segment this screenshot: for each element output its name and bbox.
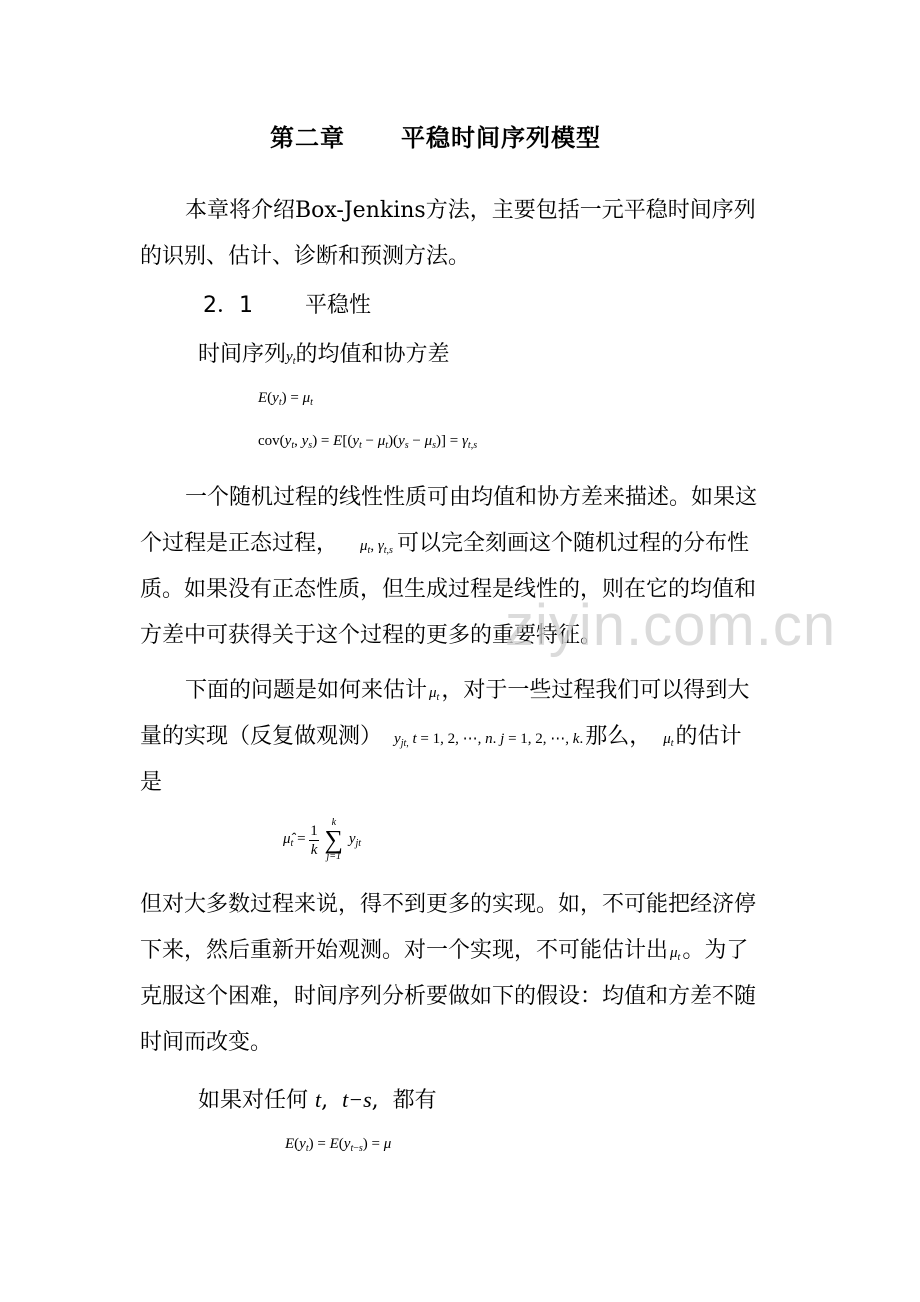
equation-covariance: $cov(y_t$, $y_s) = E[(y_t - \mu_t)(y_s - \mu_s)] = \gamma_{t,s}$: [258, 433, 478, 451]
para3-line-4: 时间而改变。: [140, 1030, 273, 1055]
para1-line-2: 个过程是正态过程， $\mu_t$, $\gamma_{t,s}$ 可以完全刻画这个随机过程的分布性: [140, 531, 749, 556]
section-number: 2．1: [203, 293, 253, 318]
intro-line-1: 本章将介绍Box-Jenkins方法，主要包括一元平稳时间序列: [185, 198, 756, 223]
chapter-title: [270, 118, 601, 153]
watermark: ziyin.com.cn: [505, 593, 837, 658]
para1-line-1: 一个随机过程的线性性质可由均值和协方差来描述。如果这: [185, 485, 758, 510]
para3-line-3: 克服这个困难，时间序列分析要做如下的假设：均值和方差不随: [140, 984, 757, 1009]
para3-line-1: 但对大多数过程来说，得不到更多的实现。如，不可能把经济停: [140, 892, 757, 917]
intro-line-2: 的识别、估计、诊断和预测方法。: [140, 244, 471, 269]
para4-line: 如果对任何 t, t−s, 都有: [198, 1087, 437, 1113]
equation-mean: $E(y_t) = \mu_t$: [258, 390, 313, 408]
para2-line-3: 是: [140, 770, 163, 795]
para3-line-2: 下来，然后重新开始观测。对一个实现，不可能估计出 $\mu_t$。为了: [140, 938, 749, 963]
equation-stationary-mean: $E(y_t) = E(y_{t-s}) = \mu$: [285, 1136, 392, 1154]
section-heading: [203, 288, 371, 319]
para1-line-4: 方差中可获得关于这个过程的更多的重要特征。: [140, 623, 603, 648]
section-name: 平稳性: [305, 293, 372, 318]
para1-line-3: 质。如果没有正态性质，但生成过程是线性的，则在它的均值和: [140, 577, 757, 602]
para2-line-2: 量的实现（反复做观测） $y_{jt,}$ t = 1, 2, ⋯, n. j = 1, 2, ⋯, k.那么， $\mu_t$的估计: [140, 724, 742, 749]
equation-mean-estimator: $\mû_t$ = $\frac{1}{k}$ k ∑ j=1 $y_{jt}$: [283, 817, 362, 862]
math-y-t: $y_t$: [286, 349, 296, 367]
chapter-name: 平稳时间序列模型: [401, 124, 601, 152]
series-intro-line: 时间序列$y_t$的均值和协方差: [198, 342, 450, 367]
para2-line-1: 下面的问题是如何来估计 $\mu_t$，对于一些过程我们可以得到大: [185, 678, 750, 703]
chapter-number: 第二章: [270, 124, 345, 152]
